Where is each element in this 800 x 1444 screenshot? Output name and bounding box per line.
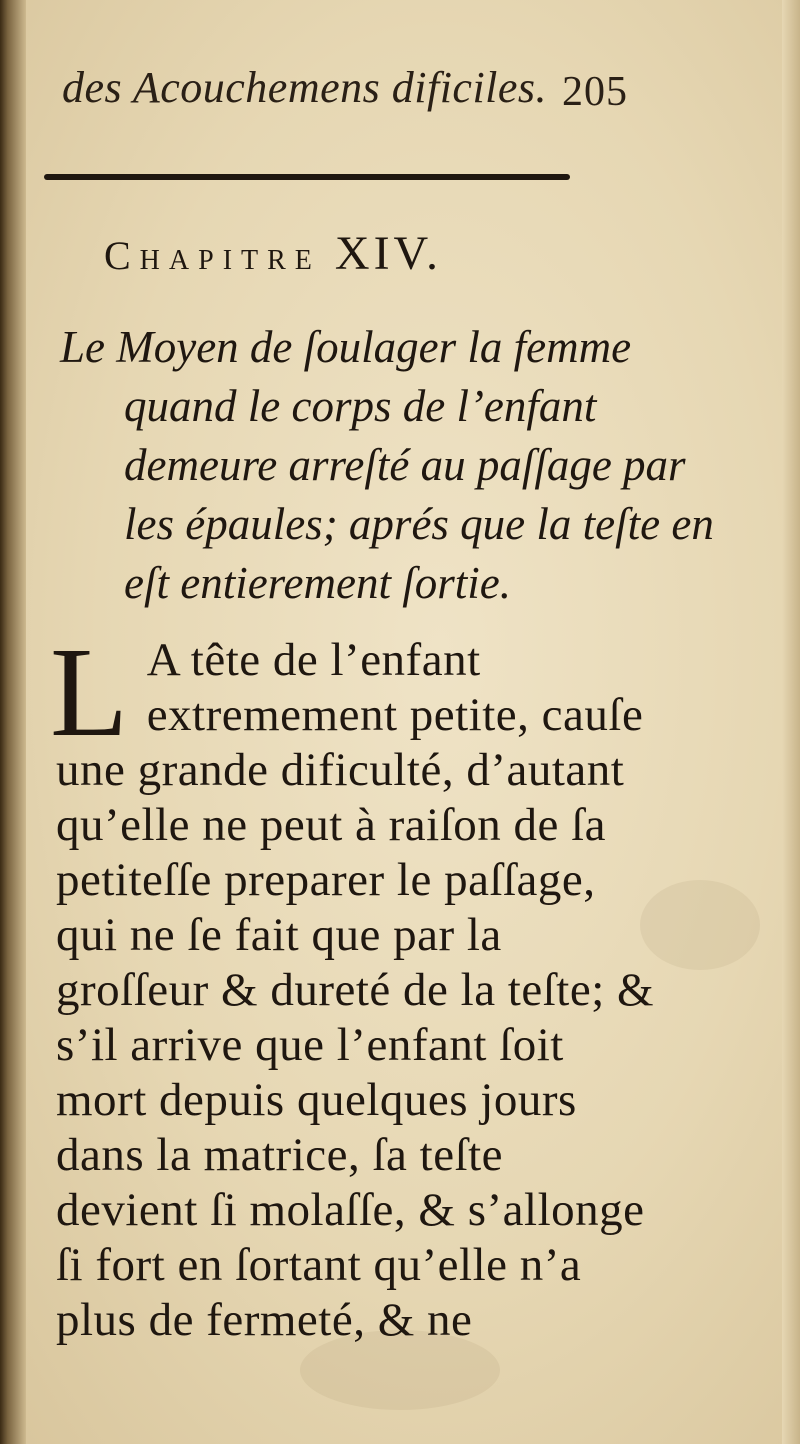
chapter-subtitle: Le Moyen de ſoulager la femme quand le corps de l’enfant demeure arreſté au paſſage par les épaules; aprés que la teſte en eſt entierement ſortie. bbox=[60, 322, 714, 608]
page-edge bbox=[782, 0, 800, 1444]
chapter-label: Chapitre bbox=[104, 233, 321, 278]
binding-gutter bbox=[0, 0, 26, 1444]
paper-stain bbox=[640, 880, 760, 970]
body-text: A tête de l’enfant extremement petite, cauſe une grande dificulté, d’autant qu’elle ne peut à raiſon de ſa petiteſſe preparer le paſſage, qui ne ſe fait que par la groſſeur & dureté de la teſte; & s’il arrive que l’enfant ſoit mort depuis quelques jours dans la matrice, ſa teſte devient ſi molaſſe, & s’allonge ſi fort en ſortant qu’elle n’a plus de fermeté, & ne bbox=[56, 634, 655, 1346]
body-paragraph bbox=[50, 621, 656, 1348]
running-head bbox=[62, 62, 662, 122]
header-rule bbox=[44, 174, 570, 180]
drop-cap: L bbox=[50, 621, 129, 763]
chapter-number: XIV. bbox=[334, 227, 443, 280]
running-title: des Acouchemens dificiles. bbox=[62, 63, 548, 112]
chapter-heading bbox=[104, 226, 664, 296]
page-number: 205 bbox=[562, 69, 628, 115]
